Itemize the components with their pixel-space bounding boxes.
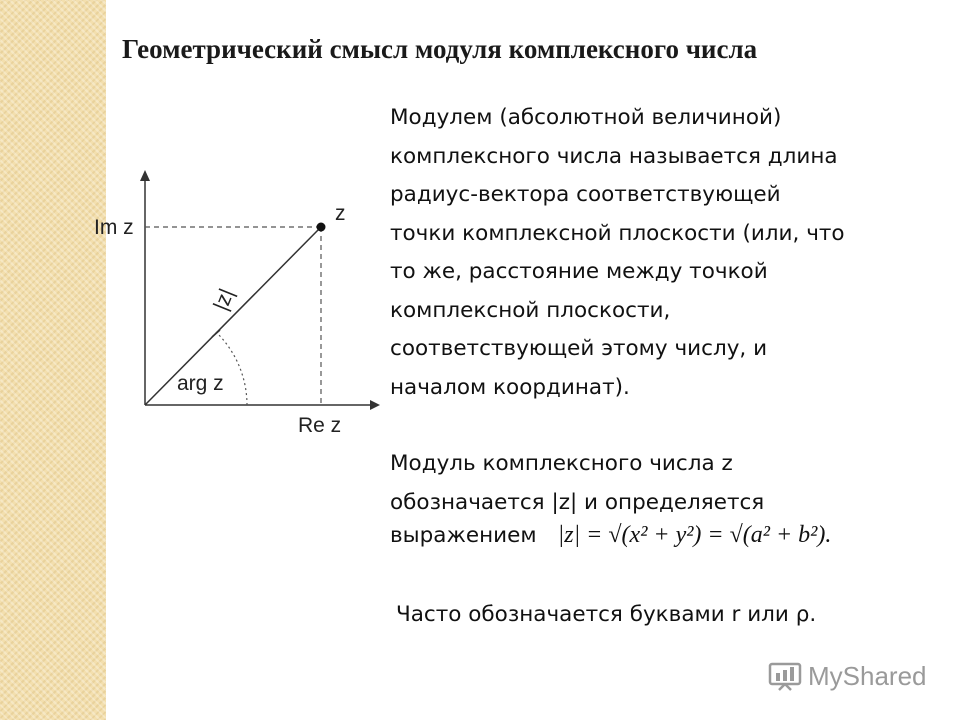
notation-paragraph: Модуль комплексного числа z обозначается |z| и определяется (390, 451, 765, 515)
watermark-text: MyShared (808, 660, 927, 691)
label-point-z: z (335, 202, 346, 225)
expression-label: выражением (390, 523, 537, 548)
modulus-tick (212, 330, 220, 337)
label-im: Im z (94, 216, 134, 239)
modulus-formula: |z| = √(x² + y²) = √(a² + b²). (554, 522, 836, 549)
expression-line (390, 522, 835, 562)
radius-vector (145, 227, 321, 405)
watermark (768, 658, 927, 694)
slide-title: Геометрический смысл модуля комплексного числа (122, 34, 758, 64)
label-modulus: |z| (209, 285, 239, 314)
complex-plane-diagram (80, 160, 390, 440)
label-re: Re z (298, 414, 342, 437)
re-axis-arrow (370, 400, 380, 410)
point-z (317, 223, 326, 232)
im-axis-arrow (140, 170, 150, 181)
presentation-icon (768, 661, 802, 691)
definition-paragraph: Модулем (абсолютной величиной) комплексного числа называется длина радиус-вектора соответствующей точки комплексной плоскости (или, что то же, расстояние между точкой комплексной плоскости, соответствующей этому числу, и началом координат). (390, 105, 845, 400)
letters-paragraph: Часто обозначается буквами r или ρ. (396, 602, 817, 627)
label-arg: arg z (177, 372, 224, 395)
